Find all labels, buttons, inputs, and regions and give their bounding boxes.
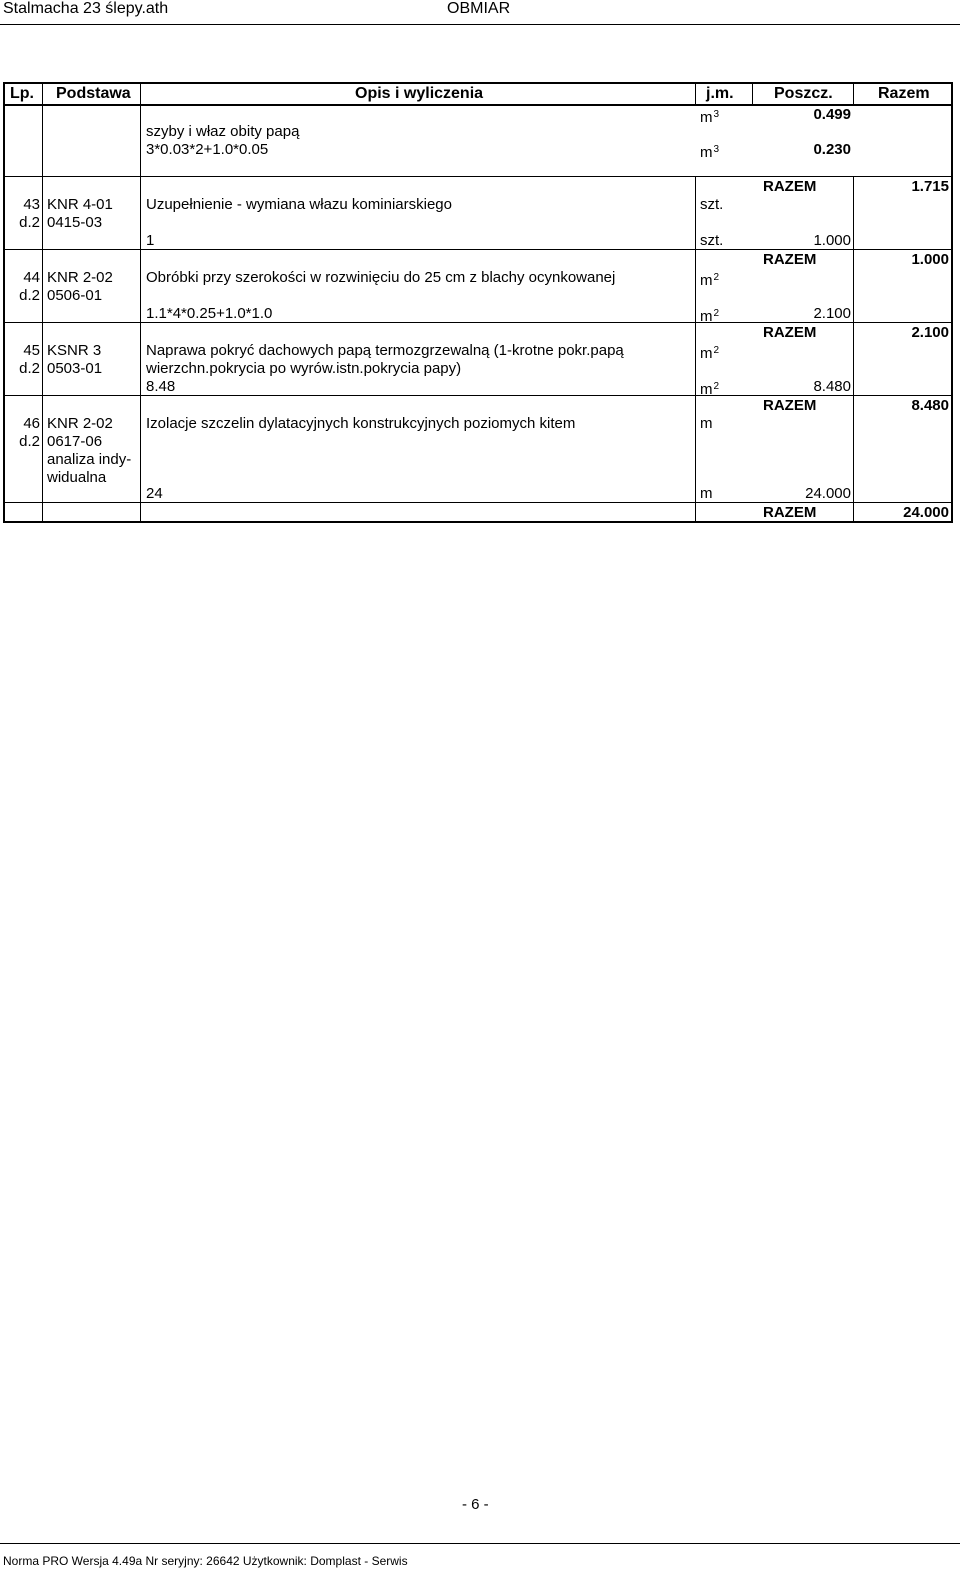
col-poszcz: Poszcz. [774,85,833,102]
file-name: Stalmacha 23 ślepy.ath [3,0,169,17]
prev-formula: 3*0.03*2+1.0*0.05 [146,141,269,158]
razem-label: RAZEM [763,178,817,195]
row-lp-suffix: d.2 [19,433,40,450]
row-basis-code: 0503-01 [47,360,103,377]
page-number: - 6 - [462,1496,489,1513]
row-lp: 45 [23,342,40,359]
row-basis-code: 0506-01 [47,287,103,304]
row-basis: KNR 2-02 [47,415,113,432]
razem-value: 1.000 [911,251,949,268]
col-jm: j.m. [706,85,734,102]
row-formula-unit: $m^2$ [700,381,720,398]
razem-label: RAZEM [763,397,817,414]
row-description: Naprawa pokryć dachowych papą termozgrzewalną (1-krotne pokr.papą [146,342,624,359]
row-formula-unit: m [700,485,713,502]
row-formula-unit: szt. [700,232,724,249]
prev-description: szyby i właz obity papą [146,123,300,140]
row-formula: 1.1*4*0.25+1.0*1.0 [146,305,273,322]
row-formula: 8.48 [146,378,176,395]
row-unit: m [700,415,713,432]
col-opis: Opis i wyliczenia [355,85,484,102]
header-divider [0,24,960,25]
row-formula-unit: $m^2$ [700,308,720,325]
row-lp: 46 [23,415,40,432]
row-basis-note-cont: widualna [47,469,107,486]
row-unit: $m^2$ [700,272,720,289]
col-razem: Razem [878,85,930,102]
row-partial: 24.000 [805,485,851,502]
row-description: Obróbki przy szerokości w rozwinięciu do 25 cm z blachy ocynkowanej [146,269,616,286]
row-partial: 1.000 [813,232,851,249]
row-basis: KNR 2-02 [47,269,113,286]
col-podstawa: Podstawa [56,85,131,102]
row-description: Izolacje szczelin dylatacyjnych konstrukcyjnych poziomych kitem [146,415,576,432]
prev-value-1: 0.499 [813,106,851,123]
razem-label: RAZEM [763,504,817,521]
row-lp: 43 [23,196,40,213]
row-description-cont: wierzchn.pokrycia po wyrów.istn.pokrycia papy) [146,360,462,377]
row-description: Uzupełnienie - wymiana włazu kominiarskiego [146,196,452,213]
footer-text: Norma PRO Wersja 4.49a Nr seryjny: 26642 Użytkownik: Domplast - Serwis [3,1554,408,1568]
row-partial: 8.480 [813,378,851,395]
row-lp: 44 [23,269,40,286]
unit-m3: $m^3$ [700,109,720,126]
razem-value: 8.480 [911,397,949,414]
col-lp: Lp. [10,85,34,102]
razem-label: RAZEM [763,251,817,268]
prev-value-2: 0.230 [813,141,851,158]
row-unit: szt. [700,196,724,213]
row-lp-suffix: d.2 [19,214,40,231]
unit-m3: $m^3$ [700,144,720,161]
row-basis-note: analiza indy- [47,451,132,468]
row-unit: $m^2$ [700,345,720,362]
row-formula: 24 [146,485,163,502]
row-basis-code: 0415-03 [47,214,103,231]
row-formula: 1 [146,232,155,249]
footer-divider [0,1543,960,1544]
row-lp-suffix: d.2 [19,287,40,304]
razem-value: 1.715 [911,178,949,195]
row-partial: 2.100 [813,305,851,322]
row-basis: KNR 4-01 [47,196,113,213]
row-basis: KSNR 3 [47,342,102,359]
razem-label: RAZEM [763,324,817,341]
razem-value: 2.100 [911,324,949,341]
row-basis-code: 0617-06 [47,433,103,450]
row-lp-suffix: d.2 [19,360,40,377]
razem-value: 24.000 [903,504,949,521]
document-title: OBMIAR [447,0,511,17]
